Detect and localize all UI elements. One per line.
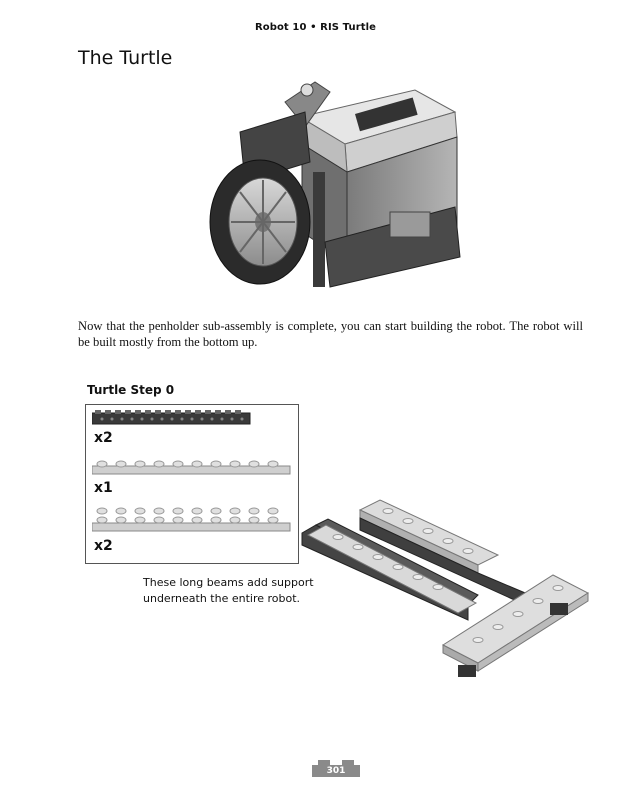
part-qty: x2 — [94, 538, 113, 554]
assembly-illustration — [298, 495, 590, 680]
dark-beam-part — [92, 410, 252, 426]
part-qty: x2 — [94, 430, 113, 446]
robot-photo — [205, 72, 475, 297]
page-number-tab — [312, 756, 360, 778]
callout-text: These long beams add support underneath the entire robot. — [143, 576, 314, 605]
section-title: The Turtle — [78, 47, 173, 69]
page-number: 301 — [312, 765, 360, 777]
part-qty: x1 — [94, 480, 113, 496]
parts-list-box — [85, 404, 299, 564]
running-header: Robot 10 • RIS Turtle — [254, 22, 377, 33]
light-plate-part — [92, 457, 292, 477]
light-plate-part — [92, 507, 292, 533]
intro-paragraph: Now that the penholder sub-assembly is complete, you can start building the robot. The robot will be built mostly from the bottom up. — [78, 319, 583, 349]
step-title: Turtle Step 0 — [87, 383, 175, 397]
